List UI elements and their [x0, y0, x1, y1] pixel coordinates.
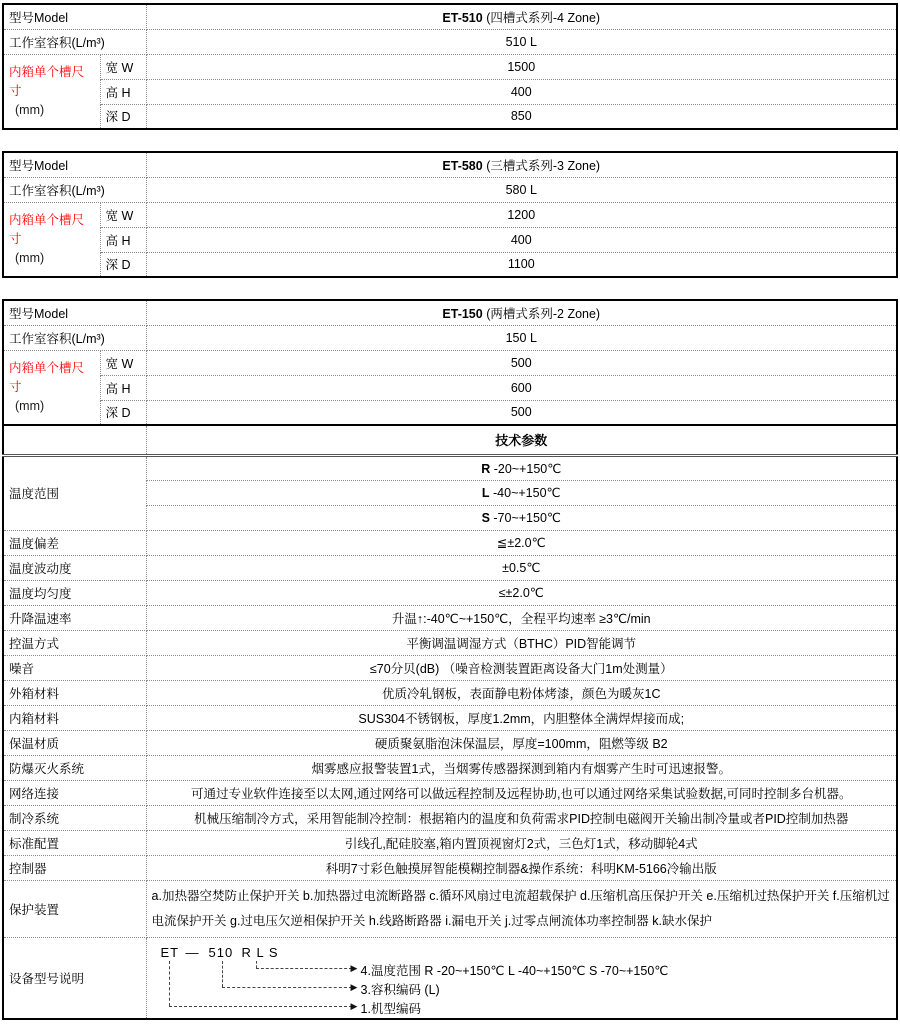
legend-item-volume-code: 3.容积编码 (L) — [360, 982, 440, 997]
param-label-inner-material: 内箱材料 — [3, 705, 146, 730]
legend-hline-temp-range — [256, 968, 352, 969]
param-label-fire-system: 防爆灭火系统 — [3, 755, 146, 780]
model-series: (两槽式系列-2 Zone) — [482, 306, 601, 321]
temp-range-l — [146, 480, 897, 505]
slot-size-unit: (mm) — [15, 398, 45, 413]
width-label: 宽 W — [100, 350, 146, 375]
slot-size-text: 内箱单个槽尺寸 — [9, 213, 85, 246]
model-code: ET-150 — [442, 306, 483, 321]
slot-size-text: 内箱单个槽尺寸 — [9, 65, 85, 98]
volume-value: 150 L — [146, 325, 897, 350]
param-value-inner-material: SUS304不锈钢板，厚度1.2mm，内胆整体全满焊焊接而成; — [146, 705, 897, 730]
legend-line-temp-range — [256, 961, 257, 968]
width-value: 1500 — [146, 54, 897, 79]
param-label-ramp-rate: 升降温速率 — [3, 605, 146, 630]
height-label: 高 H — [100, 79, 146, 104]
param-value-temp-fluctuation: ±0.5℃ — [146, 555, 897, 580]
height-label: 高 H — [100, 375, 146, 400]
model-value — [146, 300, 897, 325]
spec-table-et510 — [2, 3, 898, 130]
volume-label: 工作室容积(L/m³) — [3, 177, 146, 202]
spec-table-et150-and-tech — [2, 299, 898, 1020]
legend-hline-volume-code — [222, 987, 352, 988]
param-value-outer-material: 优质冷轧钢板，表面静电粉体烤漆，颜色为暖灰1C — [146, 680, 897, 705]
model-value — [146, 4, 897, 29]
model-legend-label: 设备型号说明 — [3, 937, 146, 1019]
model-code: ET-580 — [442, 158, 483, 173]
param-value-network: 可通过专业软件连接至以太网,通过网络可以做远程控制及远程协助,也可以通过网络采集试验数据,可同时控制多台机器。 — [146, 780, 897, 805]
legend-code-dash: — — [185, 944, 200, 960]
depth-value: 850 — [146, 104, 897, 129]
legend-box — [152, 940, 891, 1016]
param-value-standard-config: 引线孔,配硅胶塞,箱内置顶视窗灯2式，三色灯1式，移动脚轮4式 — [146, 830, 897, 855]
temp-range-r — [146, 455, 897, 480]
inner-slot-size-label — [3, 350, 100, 425]
legend-code-letters: R L S — [241, 944, 279, 960]
legend-arrow-temp-range: ▶ — [350, 962, 358, 973]
legend-arrow-machine-code: ▶ — [350, 1000, 358, 1011]
inner-slot-size-label — [3, 54, 100, 129]
model-code: ET-510 — [442, 10, 483, 25]
legend-code-number: 510 — [208, 944, 234, 960]
volume-value: 580 L — [146, 177, 897, 202]
param-label-network: 网络连接 — [3, 780, 146, 805]
legend-line-volume-code — [222, 961, 223, 987]
height-value: 600 — [146, 375, 897, 400]
legend-item-machine-code: 1.机型编码 — [360, 1001, 421, 1016]
volume-label: 工作室容积(L/m³) — [3, 325, 146, 350]
depth-label: 深 D — [100, 252, 146, 277]
width-label: 宽 W — [100, 202, 146, 227]
param-value-temp-uniformity: ≤±2.0℃ — [146, 580, 897, 605]
temp-range-s-key: S — [481, 511, 490, 525]
model-label: 型号Model — [3, 300, 146, 325]
depth-value: 500 — [146, 400, 897, 425]
model-label: 型号Model — [3, 152, 146, 177]
legend-hline-machine-code — [169, 1006, 352, 1007]
legend-item-temp-range: 4.温度范围 R -20~+150℃ L -40~+150℃ S -70~+150℃ — [360, 963, 669, 978]
param-label-noise: 噪音 — [3, 655, 146, 680]
tech-header-title: 技术参数 — [146, 425, 897, 455]
depth-label: 深 D — [100, 400, 146, 425]
param-value-insulation: 硬质聚氨脂泡沫保温层，厚度=100mm，阻燃等级 B2 — [146, 730, 897, 755]
param-value-fire-system: 烟雾感应报警装置1式，当烟雾传感器探测到箱内有烟雾产生时可迅速报警。 — [146, 755, 897, 780]
height-value: 400 — [146, 227, 897, 252]
width-label: 宽 W — [100, 54, 146, 79]
depth-value: 1100 — [146, 252, 897, 277]
param-label-temp-uniformity: 温度均匀度 — [3, 580, 146, 605]
param-value-noise: ≤70分贝(dB) （噪音检测装置距离设备大门1m处测量） — [146, 655, 897, 680]
height-value: 400 — [146, 79, 897, 104]
param-value-temp-control: 平衡调温调湿方式（BTHC）PID智能调节 — [146, 630, 897, 655]
model-value — [146, 152, 897, 177]
tech-header-empty-cell — [3, 425, 146, 455]
width-value: 500 — [146, 350, 897, 375]
param-label-refrigeration: 制冷系统 — [3, 805, 146, 830]
param-value-refrigeration: 机械压缩制冷方式，采用智能制冷控制：根据箱内的温度和负荷需求PID控制电磁阀开关输出制冷量或者PID控制加热器 — [146, 805, 897, 830]
slot-size-text: 内箱单个槽尺寸 — [9, 361, 85, 394]
legend-line-machine-code — [169, 961, 170, 1006]
param-value-controller: 科明7寸彩色触摸屏智能模糊控制器&操作系统：科明KM-5166冷输出版 — [146, 855, 897, 880]
width-value: 1200 — [146, 202, 897, 227]
protection-label: 保护装置 — [3, 880, 146, 937]
param-label-temp-fluctuation: 温度波动度 — [3, 555, 146, 580]
legend-code-prefix: ET — [160, 944, 180, 960]
temp-range-l-value: -40~+150℃ — [489, 486, 561, 500]
param-label-outer-material: 外箱材料 — [3, 680, 146, 705]
temp-range-r-key: R — [481, 461, 491, 476]
protection-value: a.加热器空焚防止保护开关 b.加热器过电流断路器 c.循环风扇过电流超载保护 d.压缩机高压保护开关 e.压缩机过热保护开关 f.压缩机过电流保护开关 g.过电压欠逆相保护开关 h.线路断路器 i.漏电开关 j.过零点闸流体功率控制器 k.缺水保护 — [146, 880, 897, 937]
model-legend-diagram — [146, 937, 897, 1019]
height-label: 高 H — [100, 227, 146, 252]
model-series: (四槽式系列-4 Zone) — [482, 10, 601, 25]
param-label-temp-control: 控温方式 — [3, 630, 146, 655]
model-series: (三槽式系列-3 Zone) — [482, 158, 601, 173]
volume-value: 510 L — [146, 29, 897, 54]
temp-range-s-value: -70~+150℃ — [489, 511, 561, 525]
param-label-controller: 控制器 — [3, 855, 146, 880]
temp-range-r-value: -20~+150℃ — [490, 461, 562, 476]
param-value-ramp-rate: 升温↑:-40℃~+150℃，全程平均速率 ≥3℃/min — [146, 605, 897, 630]
spec-table-et580 — [2, 151, 898, 278]
temp-range-l-key: L — [481, 486, 490, 500]
volume-label: 工作室容积(L/m³) — [3, 29, 146, 54]
depth-label: 深 D — [100, 104, 146, 129]
param-label-standard-config: 标准配置 — [3, 830, 146, 855]
model-label: 型号Model — [3, 4, 146, 29]
slot-size-unit: (mm) — [15, 102, 45, 117]
param-label-temp-deviation: 温度偏差 — [3, 530, 146, 555]
param-value-temp-deviation: ≦±2.0℃ — [146, 530, 897, 555]
temp-range-label: 温度范围 — [3, 455, 146, 530]
inner-slot-size-label — [3, 202, 100, 277]
temp-range-s — [146, 505, 897, 530]
legend-arrow-volume-code: ▶ — [350, 981, 358, 992]
param-label-insulation: 保温材质 — [3, 730, 146, 755]
slot-size-unit: (mm) — [15, 250, 45, 265]
